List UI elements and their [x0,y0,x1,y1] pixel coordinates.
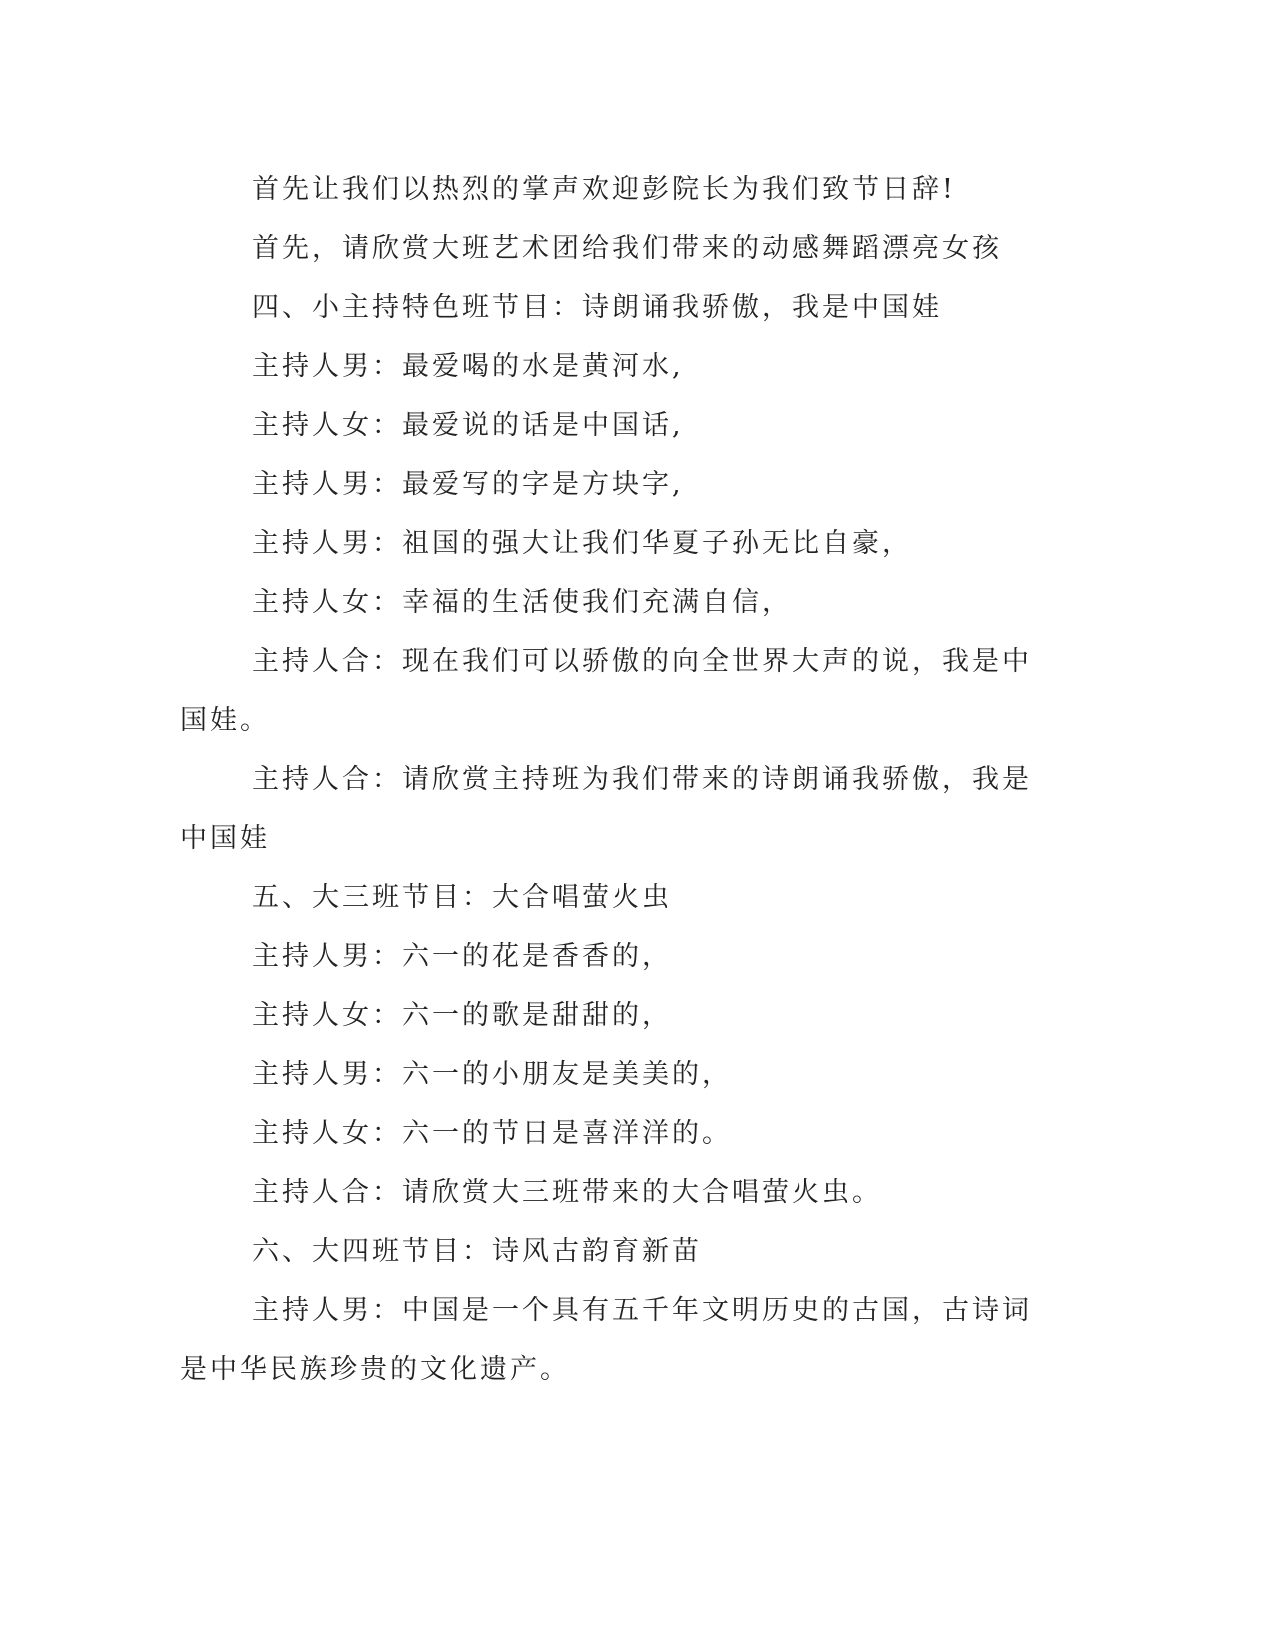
host-line: 主持人女：六一的节日是喜洋洋的。 [252,1118,732,1149]
program-heading-4: 四、小主持特色班节目：诗朗诵我骄傲，我是中国娃 [252,292,942,323]
host-line: 主持人男：祖国的强大让我们华夏子孙无比自豪， [252,528,912,559]
program-heading-5: 五、大三班节目：大合唱萤火虫 [252,882,672,913]
host-line: 主持人合：请欣赏主持班为我们带来的诗朗诵我骄傲，我是中国娃 [180,764,1032,854]
host-line: 主持人合：请欣赏大三班带来的大合唱萤火虫。 [252,1177,882,1208]
host-line: 主持人男：中国是一个具有五千年文明历史的古国，古诗词是中华民族珍贵的文化遗产。 [180,1295,1032,1385]
host-line: 主持人女：六一的歌是甜甜的， [252,1000,672,1031]
document-body [180,160,1040,1399]
host-line: 主持人合：现在我们可以骄傲的向全世界大声的说，我是中国娃。 [180,646,1032,736]
program-heading-6: 六、大四班节目：诗风古韵育新苗 [252,1236,702,1267]
host-line: 主持人男：最爱喝的水是黄河水, [252,351,684,382]
host-line: 主持人女：最爱说的话是中国话, [252,410,684,441]
host-line: 主持人男：最爱写的字是方块字, [252,469,684,500]
paragraph-dance-intro: 首先，请欣赏大班艺术团给我们带来的动感舞蹈漂亮女孩 [252,233,1002,264]
host-line: 主持人女：幸福的生活使我们充满自信， [252,587,792,618]
paragraph-welcome-speech: 首先让我们以热烈的掌声欢迎彭院长为我们致节日辞! [252,174,956,205]
host-line: 主持人男：六一的花是香香的， [252,941,672,972]
host-line: 主持人男：六一的小朋友是美美的， [252,1059,732,1090]
